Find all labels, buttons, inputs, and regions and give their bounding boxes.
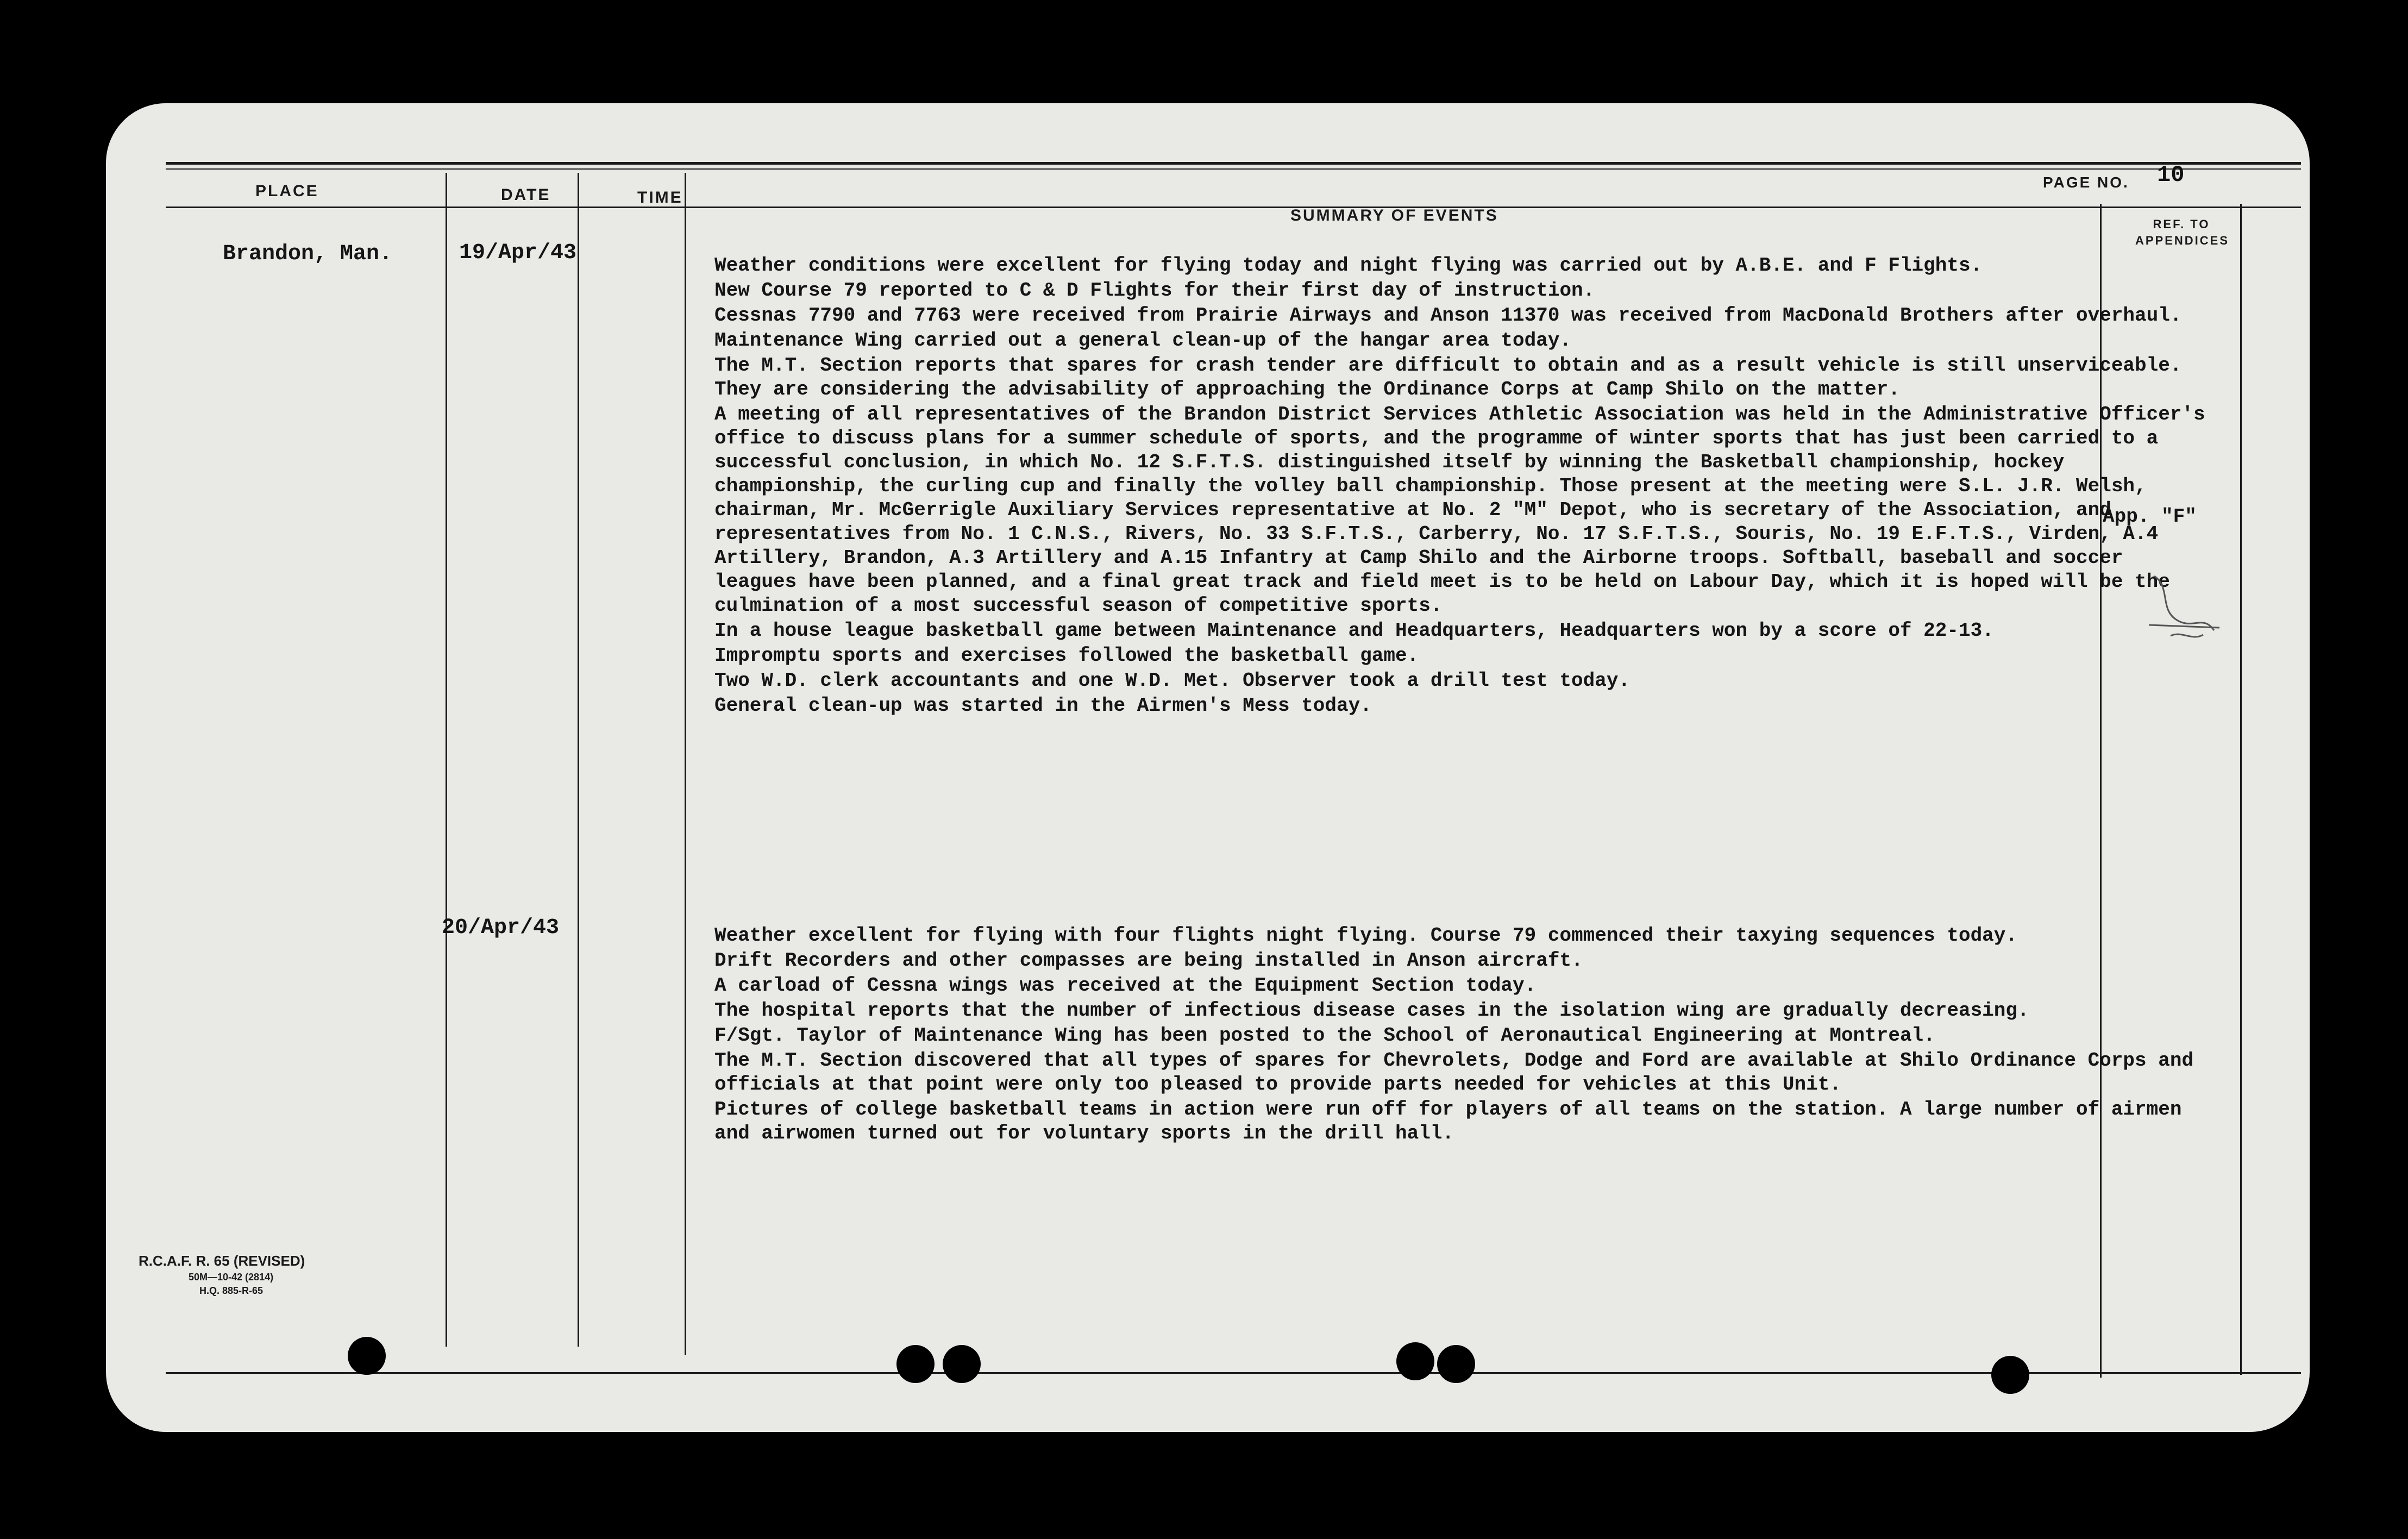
ref-appendices-header: REF. TO APPENDICES <box>2135 217 2230 247</box>
entry: F/Sgt. Taylor of Maintenance Wing has been posted to the School of Aeronautical Engineering at Montreal. <box>714 1024 1935 1047</box>
entry: Maintenance Wing carried out a general clean-up of the hangar area today. <box>714 329 1572 352</box>
form-print-line: 50M—10-42 (2814) <box>189 1272 274 1283</box>
punch-hole <box>1396 1342 1434 1380</box>
appendix-ref: App. "F" <box>2103 505 2197 528</box>
entry: A meeting of all representatives of the Brandon District Services Athletic Association was held in the Administrative Officer's office to discuss plans for a summer schedule of sports, and the programme of winter sports that has just been carried to a successful conclusion, in which No. 12 S.F.T.S. distinguished itself by winning the Basketball championship, hockey championship, the curling cup and finally the volley ball championship. Those present at the meeting were S.L. J.R. Welsh, chairman, Mr. McGerrigle Auxiliary Services representative at No. 2 "M" Depot, who is secretary of the Association, and representatives from No. 1 C.N.S., Rivers, No. 33 S.F.T.S., Carberry, No. 17 S.F.T.S., Souris, No. 19 E.F.T.S., Virden, A.4 Artillery, Brandon, A.3 Artillery and A.15 Infantry at Camp Shilo and the Airborne troops. Softball, baseball and soccer leagues have been planned, and a final great track and field meet is to be held on Labour Day, which it is hoped will be the culmination of a most successful season of competitive sports. <box>714 403 2205 617</box>
summary-day-2 <box>714 924 2214 1147</box>
entry: Impromptu sports and exercises followed the basketball game. <box>714 645 1419 667</box>
top-rule-inner <box>166 168 2301 170</box>
punch-hole <box>943 1345 981 1383</box>
punch-hole <box>1437 1345 1475 1383</box>
col-divider-time <box>685 173 686 1355</box>
entry: Two W.D. clerk accountants and one W.D. Met. Observer took a drill test today. <box>714 670 1631 692</box>
col-divider-date <box>578 173 579 1347</box>
entry: In a house league basketball game between Maintenance and Headquarters, Headquarters won by a score of 22-13. <box>714 620 1994 642</box>
entry: The hospital reports that the number of infectious disease cases in the isolation wing are gradually decreasing. <box>714 999 2029 1022</box>
entry: Pictures of college basketball teams in action were run off for players of all teams on the station. A large number of airmen and airwomen turned out for voluntary sports in the drill hall. <box>714 1098 2182 1144</box>
col-divider-right <box>2240 204 2242 1375</box>
punch-hole <box>348 1337 386 1375</box>
summary-day-1 <box>714 254 2214 719</box>
top-rule <box>166 162 2301 165</box>
punch-hole <box>1991 1356 2029 1394</box>
col-divider-place <box>446 173 447 1347</box>
header-rule <box>166 207 2301 208</box>
summary-header: SUMMARY OF EVENTS <box>1290 207 1498 224</box>
entry: A carload of Cessna wings was received at the Equipment Section today. <box>714 974 1537 997</box>
entry: The M.T. Section discovered that all types of spares for Chevrolets, Dodge and Ford are available at Shilo Ordinance Corps and officials at that point were only too pleased to provide parts needed for vehicles at this Unit. <box>714 1049 2194 1096</box>
page-number-label: PAGE NO. <box>2043 174 2129 191</box>
entry: New Course 79 reported to C & D Flights for their first day of instruction. <box>714 279 1595 302</box>
pencil-scribble <box>2138 565 2225 652</box>
entry: Cessnas 7790 and 7763 were received from Prairie Airways and Anson 11370 was received from MacDonald Brothers after overhaul. <box>714 304 2182 327</box>
page-number-value: 10 <box>2157 162 2185 188</box>
place-header: PLACE <box>255 182 319 200</box>
entry: Drift Recorders and other compasses are being installed in Anson aircraft. <box>714 949 1583 972</box>
entry: General clean-up was started in the Airmen's Mess today. <box>714 695 1372 717</box>
entry: Weather conditions were excellent for flying today and night flying was carried out by A.B.E. and F Flights. <box>714 254 1983 277</box>
entry: The M.T. Section reports that spares for crash tender are difficult to obtain and as a result vehicle is still unserviceable. They are considering the advisability of approaching the Ordinance Corps at Camp Shilo on the matter. <box>714 354 2182 401</box>
diary-form-card <box>106 103 2310 1432</box>
punch-hole <box>896 1345 935 1383</box>
place-value: Brandon, Man. <box>223 242 393 266</box>
form-hq-line: H.Q. 885-R-65 <box>199 1285 264 1296</box>
date-header: DATE <box>501 186 551 204</box>
date-day-2: 20/Apr/43 <box>442 916 560 940</box>
entry: Weather excellent for flying with four flights night flying. Course 79 commenced their taxying sequences today. <box>714 924 2017 947</box>
time-header: TIME <box>637 189 683 207</box>
form-number: R.C.A.F. R. 65 (REVISED) <box>139 1253 305 1269</box>
date-day-1: 19/Apr/43 <box>459 241 577 265</box>
bottom-rule <box>166 1372 2301 1374</box>
